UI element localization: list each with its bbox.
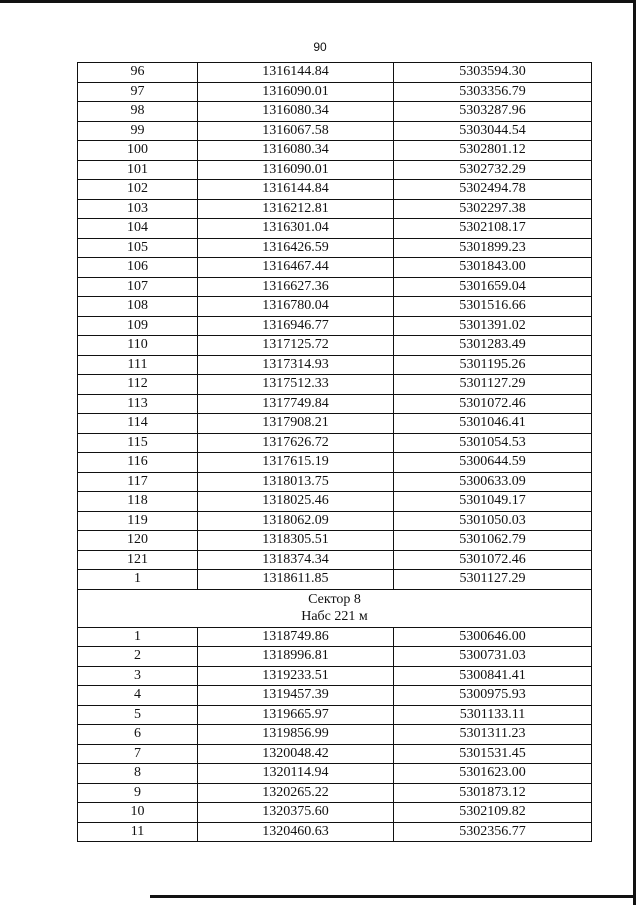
x-coordinate-cell: 1316080.34 <box>198 141 394 161</box>
table-row <box>78 570 592 590</box>
point-number-cell: 9 <box>78 783 198 803</box>
point-number-cell: 105 <box>78 238 198 258</box>
y-coordinate-cell: 5302356.77 <box>394 822 592 842</box>
y-coordinate-cell: 5303044.54 <box>394 121 592 141</box>
x-coordinate-cell: 1316946.77 <box>198 316 394 336</box>
y-coordinate-cell: 5301072.46 <box>394 550 592 570</box>
rows-after-group <box>78 627 592 842</box>
y-coordinate-cell: 5302109.82 <box>394 803 592 823</box>
table-row <box>78 647 592 667</box>
y-coordinate-cell: 5301046.41 <box>394 414 592 434</box>
table-row <box>78 180 592 200</box>
y-coordinate-cell: 5300633.09 <box>394 472 592 492</box>
x-coordinate-cell: 1316144.84 <box>198 63 394 83</box>
point-number-cell: 117 <box>78 472 198 492</box>
point-number-cell: 121 <box>78 550 198 570</box>
table-row <box>78 705 592 725</box>
x-coordinate-cell: 1316301.04 <box>198 219 394 239</box>
point-number-cell: 111 <box>78 355 198 375</box>
y-coordinate-cell: 5301072.46 <box>394 394 592 414</box>
table-row <box>78 472 592 492</box>
x-coordinate-cell: 1316467.44 <box>198 258 394 278</box>
x-coordinate-cell: 1318749.86 <box>198 627 394 647</box>
table-row <box>78 297 592 317</box>
point-number-cell: 1 <box>78 570 198 590</box>
point-number-cell: 115 <box>78 433 198 453</box>
x-coordinate-cell: 1320265.22 <box>198 783 394 803</box>
table-row <box>78 102 592 122</box>
table-row <box>78 686 592 706</box>
table-row <box>78 82 592 102</box>
y-coordinate-cell: 5301133.11 <box>394 705 592 725</box>
y-coordinate-cell: 5302297.38 <box>394 199 592 219</box>
point-number-cell: 108 <box>78 297 198 317</box>
y-coordinate-cell: 5303287.96 <box>394 102 592 122</box>
table-row <box>78 666 592 686</box>
point-number-cell: 113 <box>78 394 198 414</box>
table-row <box>78 414 592 434</box>
table-row <box>78 433 592 453</box>
x-coordinate-cell: 1320114.94 <box>198 764 394 784</box>
sector-header-group <box>78 589 592 627</box>
y-coordinate-cell: 5301873.12 <box>394 783 592 803</box>
x-coordinate-cell: 1316067.58 <box>198 121 394 141</box>
y-coordinate-cell: 5300841.41 <box>394 666 592 686</box>
table-row <box>78 550 592 570</box>
y-coordinate-cell: 5301127.29 <box>394 375 592 395</box>
y-coordinate-cell: 5301659.04 <box>394 277 592 297</box>
table-row <box>78 336 592 356</box>
x-coordinate-cell: 1317749.84 <box>198 394 394 414</box>
table-row <box>78 63 592 83</box>
table-row <box>78 453 592 473</box>
table-row <box>78 764 592 784</box>
table-row <box>78 511 592 531</box>
y-coordinate-cell: 5301195.26 <box>394 355 592 375</box>
point-number-cell: 2 <box>78 647 198 667</box>
point-number-cell: 102 <box>78 180 198 200</box>
table-row <box>78 627 592 647</box>
table-row <box>78 394 592 414</box>
table-row <box>78 355 592 375</box>
point-number-cell: 6 <box>78 725 198 745</box>
x-coordinate-cell: 1317908.21 <box>198 414 394 434</box>
table-row <box>78 199 592 219</box>
coordinates-table <box>77 62 592 842</box>
rows-before-group <box>78 63 592 590</box>
table-row <box>78 783 592 803</box>
point-number-cell: 11 <box>78 822 198 842</box>
point-number-cell: 4 <box>78 686 198 706</box>
table-row <box>78 531 592 551</box>
point-number-cell: 101 <box>78 160 198 180</box>
y-coordinate-cell: 5301531.45 <box>394 744 592 764</box>
x-coordinate-cell: 1316090.01 <box>198 82 394 102</box>
x-coordinate-cell: 1319457.39 <box>198 686 394 706</box>
x-coordinate-cell: 1317626.72 <box>198 433 394 453</box>
point-number-cell: 97 <box>78 82 198 102</box>
y-coordinate-cell: 5301843.00 <box>394 258 592 278</box>
table-row <box>78 160 592 180</box>
point-number-cell: 3 <box>78 666 198 686</box>
table-row <box>78 316 592 336</box>
point-number-cell: 5 <box>78 705 198 725</box>
point-number-cell: 1 <box>78 627 198 647</box>
x-coordinate-cell: 1319856.99 <box>198 725 394 745</box>
x-coordinate-cell: 1318996.81 <box>198 647 394 667</box>
point-number-cell: 118 <box>78 492 198 512</box>
point-number-cell: 99 <box>78 121 198 141</box>
x-coordinate-cell: 1317512.33 <box>198 375 394 395</box>
page-number: 90 <box>313 40 327 54</box>
y-coordinate-cell: 5300644.59 <box>394 453 592 473</box>
sector-title: Сектор 8 <box>308 592 361 607</box>
table-row <box>78 238 592 258</box>
x-coordinate-cell: 1316627.36 <box>198 277 394 297</box>
y-coordinate-cell: 5302494.78 <box>394 180 592 200</box>
x-coordinate-cell: 1320460.63 <box>198 822 394 842</box>
x-coordinate-cell: 1316780.04 <box>198 297 394 317</box>
x-coordinate-cell: 1319233.51 <box>198 666 394 686</box>
y-coordinate-cell: 5301054.53 <box>394 433 592 453</box>
table-row <box>78 258 592 278</box>
y-coordinate-cell: 5302801.12 <box>394 141 592 161</box>
y-coordinate-cell: 5301311.23 <box>394 725 592 745</box>
x-coordinate-cell: 1320375.60 <box>198 803 394 823</box>
table-row <box>78 121 592 141</box>
point-number-cell: 116 <box>78 453 198 473</box>
x-coordinate-cell: 1320048.42 <box>198 744 394 764</box>
scan-edge-right <box>633 0 636 905</box>
y-coordinate-cell: 5301623.00 <box>394 764 592 784</box>
y-coordinate-cell: 5302108.17 <box>394 219 592 239</box>
x-coordinate-cell: 1316426.59 <box>198 238 394 258</box>
table-row <box>78 744 592 764</box>
y-coordinate-cell: 5301050.03 <box>394 511 592 531</box>
point-number-cell: 103 <box>78 199 198 219</box>
scan-edge-bottom <box>150 895 636 898</box>
point-number-cell: 120 <box>78 531 198 551</box>
point-number-cell: 106 <box>78 258 198 278</box>
x-coordinate-cell: 1316080.34 <box>198 102 394 122</box>
table-row <box>78 492 592 512</box>
y-coordinate-cell: 5300646.00 <box>394 627 592 647</box>
table-row <box>78 725 592 745</box>
x-coordinate-cell: 1316090.01 <box>198 160 394 180</box>
x-coordinate-cell: 1317125.72 <box>198 336 394 356</box>
y-coordinate-cell: 5301062.79 <box>394 531 592 551</box>
point-number-cell: 119 <box>78 511 198 531</box>
x-coordinate-cell: 1318062.09 <box>198 511 394 531</box>
y-coordinate-cell: 5301049.17 <box>394 492 592 512</box>
point-number-cell: 110 <box>78 336 198 356</box>
y-coordinate-cell: 5302732.29 <box>394 160 592 180</box>
y-coordinate-cell: 5301283.49 <box>394 336 592 356</box>
x-coordinate-cell: 1318025.46 <box>198 492 394 512</box>
point-number-cell: 104 <box>78 219 198 239</box>
sector-header-cell <box>78 589 592 627</box>
y-coordinate-cell: 5301899.23 <box>394 238 592 258</box>
table-row <box>78 822 592 842</box>
point-number-cell: 112 <box>78 375 198 395</box>
point-number-cell: 8 <box>78 764 198 784</box>
x-coordinate-cell: 1318013.75 <box>198 472 394 492</box>
y-coordinate-cell: 5301391.02 <box>394 316 592 336</box>
point-number-cell: 100 <box>78 141 198 161</box>
y-coordinate-cell: 5303356.79 <box>394 82 592 102</box>
x-coordinate-cell: 1316212.81 <box>198 199 394 219</box>
table-row <box>78 141 592 161</box>
x-coordinate-cell: 1317314.93 <box>198 355 394 375</box>
point-number-cell: 98 <box>78 102 198 122</box>
x-coordinate-cell: 1318374.34 <box>198 550 394 570</box>
table-row <box>78 219 592 239</box>
sector-header-row <box>78 589 592 627</box>
point-number-cell: 96 <box>78 63 198 83</box>
table-row <box>78 277 592 297</box>
sector-height: Набс 221 м <box>301 609 368 624</box>
y-coordinate-cell: 5303594.30 <box>394 63 592 83</box>
table-row <box>78 375 592 395</box>
y-coordinate-cell: 5300731.03 <box>394 647 592 667</box>
table-row <box>78 803 592 823</box>
y-coordinate-cell: 5300975.93 <box>394 686 592 706</box>
point-number-cell: 109 <box>78 316 198 336</box>
y-coordinate-cell: 5301127.29 <box>394 570 592 590</box>
point-number-cell: 7 <box>78 744 198 764</box>
scan-edge-top <box>0 0 636 3</box>
point-number-cell: 114 <box>78 414 198 434</box>
x-coordinate-cell: 1318611.85 <box>198 570 394 590</box>
x-coordinate-cell: 1316144.84 <box>198 180 394 200</box>
point-number-cell: 10 <box>78 803 198 823</box>
y-coordinate-cell: 5301516.66 <box>394 297 592 317</box>
point-number-cell: 107 <box>78 277 198 297</box>
x-coordinate-cell: 1317615.19 <box>198 453 394 473</box>
x-coordinate-cell: 1318305.51 <box>198 531 394 551</box>
x-coordinate-cell: 1319665.97 <box>198 705 394 725</box>
